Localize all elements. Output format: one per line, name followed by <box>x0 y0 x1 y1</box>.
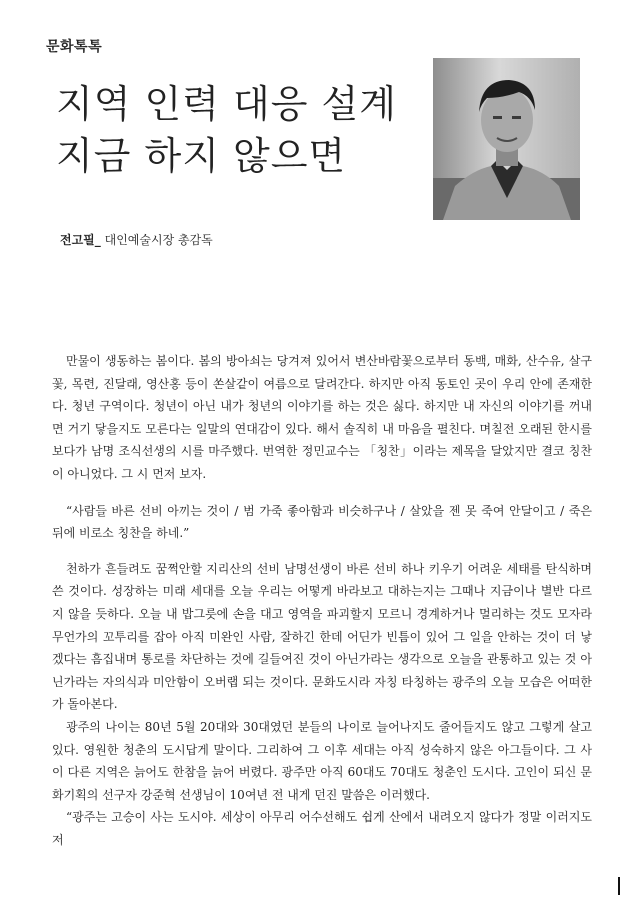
body-paragraph: 광주의 나이는 80년 5월 20대와 30대였던 분들의 나이로 늘어나지도 줄어들지도 않고 그렇게 살고 있다. 영원한 청춘의 도시답게 말이다. 그리하여 그 이후 세대는 아직 성숙하지 않은 아그들이다. 그 사이 다른 지역은 늙어도 한참을 늙어 버렸다. 광주만 아직 60대도 70대도 청춘인 도시다. 고인이 되신 문화기획의 선구자 강준혁 선생님이 10여년 전 내게 던진 말씀은 이러했다. <box>52 719 592 802</box>
title-line-2: 지금 하지 않으면 <box>56 134 347 178</box>
body-paragraph: “광주는 고승이 사는 도시야. 세상이 아무리 어수선해도 쉽게 산에서 내려오지 않다가 정말 이러지도 저 <box>52 810 592 847</box>
section-label: 문화톡톡 <box>46 39 103 55</box>
body-paragraph: 천하가 흔들려도 꿈쩍안할 지리산의 선비 남명선생이 바른 선비 하나 키우기 어려운 세태를 탄식하며 쓴 것이다. 성장하는 미래 세대를 오늘 우리는 어떻게 바라보고 대하는지는 그때나 지금이나 별반 다르지 않을 듯하다. 오늘 내 밥그릇에 손을 대고 영역을 파괴할지 모르니 경계하거나 멀리하는 것도 모자라 무언가의 꼬투리를 잡아 아직 미완인 사람, 잘하긴 한데 어딘가 빈틈이 있어 그 일을 안하는 것이 더 낳겠다는 흠집내며 통로를 차단하는 것에 길들여진 것이 아닌가라는 생각으로 오늘을 관통하고 있는 것 아닌가라는 자의식과 미안함이 오버랩 되는 것이다. 문화도시라 자칭 타칭하는 광주의 오늘 모습은 어떠한가 돌아본다. <box>52 561 592 712</box>
author-portrait-image <box>433 58 580 220</box>
byline <box>60 231 213 248</box>
article-body <box>52 350 592 851</box>
article-title <box>56 78 426 182</box>
title-line-1: 지역 인력 대응 설계 <box>56 82 397 126</box>
author-photo <box>433 58 580 220</box>
author-role: 대인예술시장 총감독 <box>104 233 213 247</box>
page-edge-mark <box>618 877 620 895</box>
author-name: 전고필_ <box>60 233 101 247</box>
body-paragraph: 만물이 생동하는 봄이다. 봄의 방아쇠는 당겨져 있어서 변산바람꽃으로부터 동백, 매화, 산수유, 살구꽃, 목련, 진달래, 영산홍 등이 쏜살같이 여름으로 달려간다. 하지만 아직 동토인 곳이 우리 안에 존재한다. 청년 구역이다. 청년이 아닌 내가 청년의 이야기를 하는 것은 싫다. 하지만 내 자신의 이야기를 꺼내면 거기 닿을지도 모른다는 일말의 연대감이 있다. 해서 솔직히 내 마음을 펼친다. 며칠전 오래된 한시를 보다가 남명 조식선생의 시를 마주했다. 번역한 정민교수는 「칭찬」이라는 제목을 달았지만 결코 칭찬이 아니었다. 그 시 먼저 보자. <box>52 354 592 481</box>
quote-paragraph: “사람들 바른 선비 아끼는 것이 / 범 가죽 좋아함과 비슷하구나 / 살았을 젠 못 죽여 안달이고 / 죽은 뒤에 비로소 칭찬을 하네.” <box>52 503 592 541</box>
